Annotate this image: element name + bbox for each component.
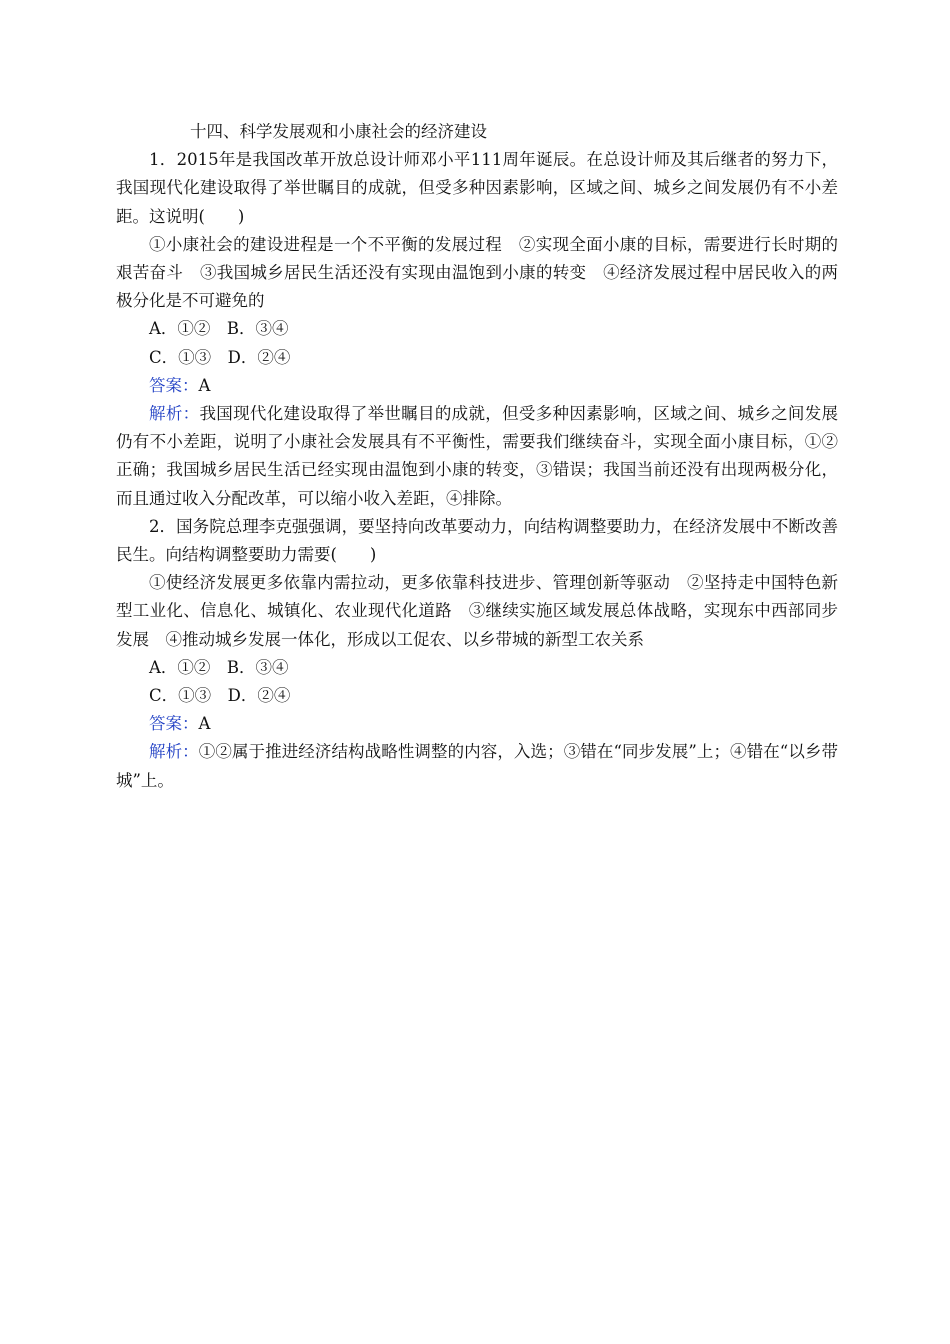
options-row-2: C．①③ D．②④: [149, 686, 291, 706]
document-page: [116, 118, 838, 795]
options-row-1: A．①② B．③④: [149, 319, 289, 339]
analysis-text: ①②属于推进经济结构战略性调整的内容，入选；③错在“同步发展”上；④错在“以乡带城”上。: [116, 742, 838, 790]
document-title: 十四、科学发展观和小康社会的经济建设: [190, 122, 487, 141]
question-stem: 1．2015年是我国改革开放总设计师邓小平111周年诞辰。在总设计师及其后继者的努力下，我国现代化建设取得了举世瞩目的成就，但受多种因素影响，区域之间、城乡之间发展仍有不小差距。这说明( ): [116, 150, 838, 226]
analysis-paragraph: [116, 738, 838, 794]
answer-line: [116, 710, 838, 738]
options-row-2: C．①③ D．②④: [149, 347, 291, 367]
question-1: [116, 146, 838, 513]
analysis-paragraph: [116, 400, 838, 513]
question-stem: 2．国务院总理李克强强调，要坚持向改革要动力，向结构调整要助力，在经济发展中不断改善民生。向结构调整要助力需要( ): [116, 516, 838, 565]
answer-value: A: [198, 375, 211, 395]
analysis-label: 解析：: [149, 742, 199, 762]
analysis-text: 我国现代化建设取得了举世瞩目的成就，但受多种因素影响，区域之间、城乡之间发展仍有不小差距，说明了小康社会发展具有不平衡性，需要我们继续奋斗，实现全面小康目标，①②正确；我国城乡居民生活已经实现由温饱到小康的转变，③错误；我国当前还没有出现两极分化，而且通过收入分配改革，可以缩小收入差距，④排除。: [116, 404, 838, 508]
answer-label: 答案：: [149, 375, 199, 395]
question-2: [116, 513, 838, 795]
answer-value: A: [198, 714, 211, 734]
analysis-label: 解析：: [149, 404, 200, 424]
answer-label: 答案：: [149, 714, 199, 734]
options-row-1: A．①② B．③④: [149, 657, 289, 677]
question-statements: ①使经济发展更多依靠内需拉动，更多依靠科技进步、管理创新等驱动 ②坚持走中国特色新型工业化、信息化、城镇化、农业现代化道路 ③继续实施区域发展总体战略，实现东中西部同步发展 ④推动城乡发展一体化，形成以工促农、以乡带城的新型工农关系: [116, 573, 838, 649]
question-statements: ①小康社会的建设进程是一个不平衡的发展过程 ②实现全面小康的目标，需要进行长时期的艰苦奋斗 ③我国城乡居民生活还没有实现由温饱到小康的转变 ④经济发展过程中居民收入的两极分化是不可避免的: [116, 234, 838, 311]
answer-line: [116, 372, 838, 400]
